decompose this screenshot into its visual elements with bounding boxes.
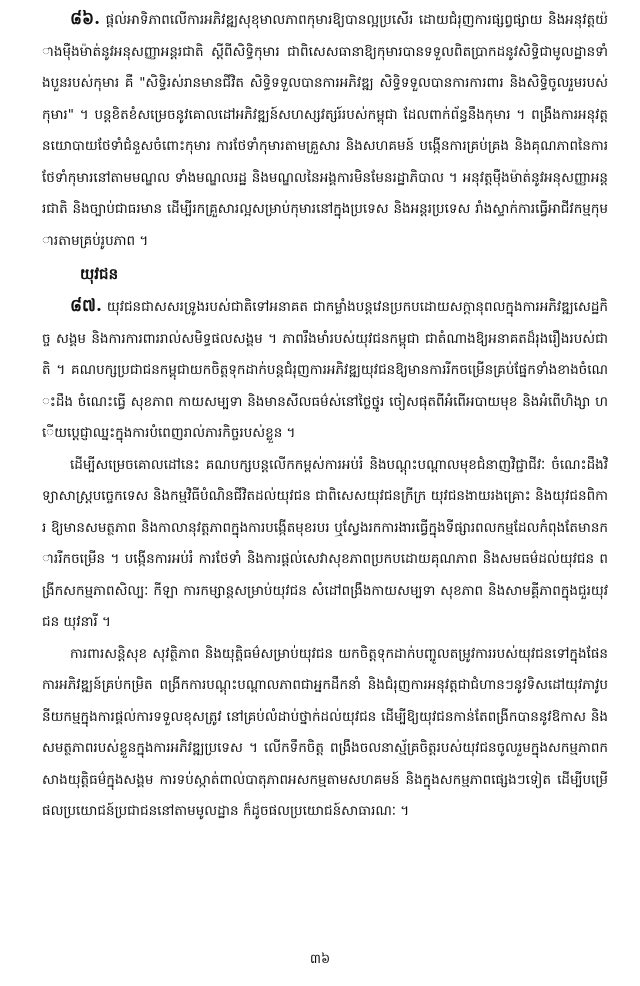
document-page xyxy=(42,4,608,934)
paragraph-87 xyxy=(42,291,608,450)
paragraph-number: ៨៧. xyxy=(70,296,102,316)
paragraph-text: ការពារសន្តិសុខ សុវត្ថិភាព និងយុត្តិធម៌សម្រាប់យុវជន យកចិត្តទុកដាក់បញ្ចូលតម្រូវការរបស់យុវជនទៅក្នុងផែនការអភិវឌ្ឍន៍គ្រប់កម្រិត ពង្រីកការបណ្តុះបណ្តាលភាពជាអ្នកដឹកនាំ និងជំរុញការអនុវត្តជាជំហានៗនូវទិសដៅយុវភាវូបនីយកម្មក្នុងការផ្តល់ការទទួលខុសត្រូវ នៅគ្រប់លំដាប់ថ្នាក់ដល់យុវជន ដើម្បីឱ្យយុវជនកាន់តែពង្រីកបាននូវឱកាស និងសមត្ថភាពរបស់ខ្លួនក្នុងការអភិវឌ្ឍប្រទេស ។ លើកទឹកចិត្ត ពង្រឹងចលនាស្ម័គ្រចិត្តរបស់យុវជនចូលរួមក្នុងសកម្មភាពកសាងយុត្តិធម៌ក្នុងសង្គម ការទប់ស្កាត់ពាល់បាតុភាពអសកម្មតាមសហគមន៍ និងក្នុងសកម្មភាពផ្សេងៗទៀត ដើម្បីបម្រើផលប្រយោជន៍ប្រជាជននៅតាមមូលដ្ឋាន ក៏ដូចផលប្រយោជន៍សាធារណៈ ។ xyxy=(42,645,608,819)
paragraph-87-continued-2 xyxy=(42,639,608,828)
page-number: ៣៦ xyxy=(309,952,331,967)
paragraph-text: ដើម្បីសម្រេចគោលដៅនេះ គណបក្សបន្តលើកកម្ពស់ការអប់រំ និងបណ្តុះបណ្តាលមុខជំនាញវិជ្ជាជីវៈ ចំណេះដឹងវិទ្យាសាស្ត្របច្ចេកទេស និងកម្មវិធីបំណិនជីវិតដល់យុវជន ជាពិសេសយុវជនក្រីក្រ យុវជនងាយរងគ្រោះ និងយុវជនពិការ ឱ្យមានសមត្ថភាព និងកាលានុវត្តភាពក្នុងការបង្កើតមុខរបរ ឬស្វែងរកការងារធ្វើក្នុងទីផ្សារពលកម្មដែលកំពុងតែមានការរីកចម្រើន ។ បង្កើនការអប់រំ ការថែទាំ និងការផ្តល់សេវាសុខភាពប្រកបដោយគុណភាព និងសមធម៌ដល់យុវជន ពង្រីកសកម្មភាពសិល្បៈ កីឡា ការកម្សាន្តសម្រាប់យុវជន សំដៅពង្រឹងកាយសម្បទា សុខភាព និងសាមគ្គីភាពក្នុងជួរយុវជន យុវនារី ។ xyxy=(42,456,608,630)
section-heading: យុវជន xyxy=(80,265,119,283)
paragraph-number: ៨៦. xyxy=(70,9,100,29)
paragraph-86 xyxy=(42,4,608,257)
paragraph-87-continued xyxy=(42,450,608,639)
paragraph-text: យុវជនជាសសរទ្រូងរបស់ជាតិទៅអនាគត ជាកម្លាំងបន្តវេនប្រកបដោយសក្តានុពលក្នុងការអភិវឌ្ឍសេដ្ឋកិច្ច សង្គម និងការការពាររាល់សមិទ្ធផលសង្គម ។ ភាពរឹងមាំរបស់យុវជនកម្ពុជា ជាតំណាងឱ្យអនាគតដ៏រុងរឿងរបស់ជាតិ ។ គណបក្សប្រជាជនកម្ពុជាយកចិត្តទុកដាក់បន្តជំរុញការអភិវឌ្ឍយុវជនឱ្យមានការរីកចម្រើនគ្រប់ផ្នែកទាំងខាងចំណេះដឹង ចំណេះធ្វើ សុខភាព កាយសម្បទា និងមានសីលធម៌ស់នៅថ្លៃថ្នូរ ចៀសផុតពីអំពើអបាយមុខ និងអំពើហិង្សា ហើយប្តេជ្ញាឈ្នះក្នុងការបំពេញរាល់ភារកិច្ចរបស់ខ្លួន ។ xyxy=(42,299,608,441)
paragraph-text: ផ្តល់អាទិភាពលើការអភិវឌ្ឍសុខុមាលភាពកុមារឱ្យបានល្អប្រសើរ ដោយជំរុញការផ្សព្វផ្សាយ និងអនុវត្តយ៉ាងម៉ឺងម៉ាត់នូវអនុសញ្ញាអន្តរជាតិ ស្តីពីសិទ្ធិកុមារ ជាពិសេសធានាឱ្យកុមារបានទទួលពិតប្រាកដនូវសិទ្ធិជាមូលដ្ឋានទាំងបួនរបស់កុមារ គឺ "សិទ្ធិរស់រានមានជីវិត សិទ្ធិទទួលបានការអភិវឌ្ឍ សិទ្ធិទទួលបានការការពារ និងសិទ្ធិចូលរួមរបស់កុមារ" ។ បន្តខិតខំសម្រេចនូវគោលដៅអភិវឌ្ឍន៍សហស្សវត្សរ៍របស់កម្ពុជា ដែលពាក់ព័ន្ធនឹងកុមារ ។ ពង្រឹងការអនុវត្តនយោបាយថែទាំជំនួសចំពោះកុមារ ការថែទាំកុមារតាមគ្រួសារ និងសហគមន៍ បង្កើនការគ្រប់គ្រង និងគុណភាពនៃការថែទាំកុមារនៅតាមមណ្ឌល ទាំងមណ្ឌលរដ្ឋ និងមណ្ឌលនៃអង្គការមិនមែនរដ្ឋាភិបាល ។ អនុវត្តម៉ឺងម៉ាត់នូវអនុសញ្ញាអន្តរជាតិ និងច្បាប់ជាធរមាន ដើម្បីរកគ្រួសារល្អសម្រាប់កុមារនៅក្នុងប្រទេស និងអន្តរប្រទេស រាំងស្ទាក់ការធ្វើអាជីវកម្មកុមារតាមគ្រប់រូបភាព ។ xyxy=(42,12,608,249)
